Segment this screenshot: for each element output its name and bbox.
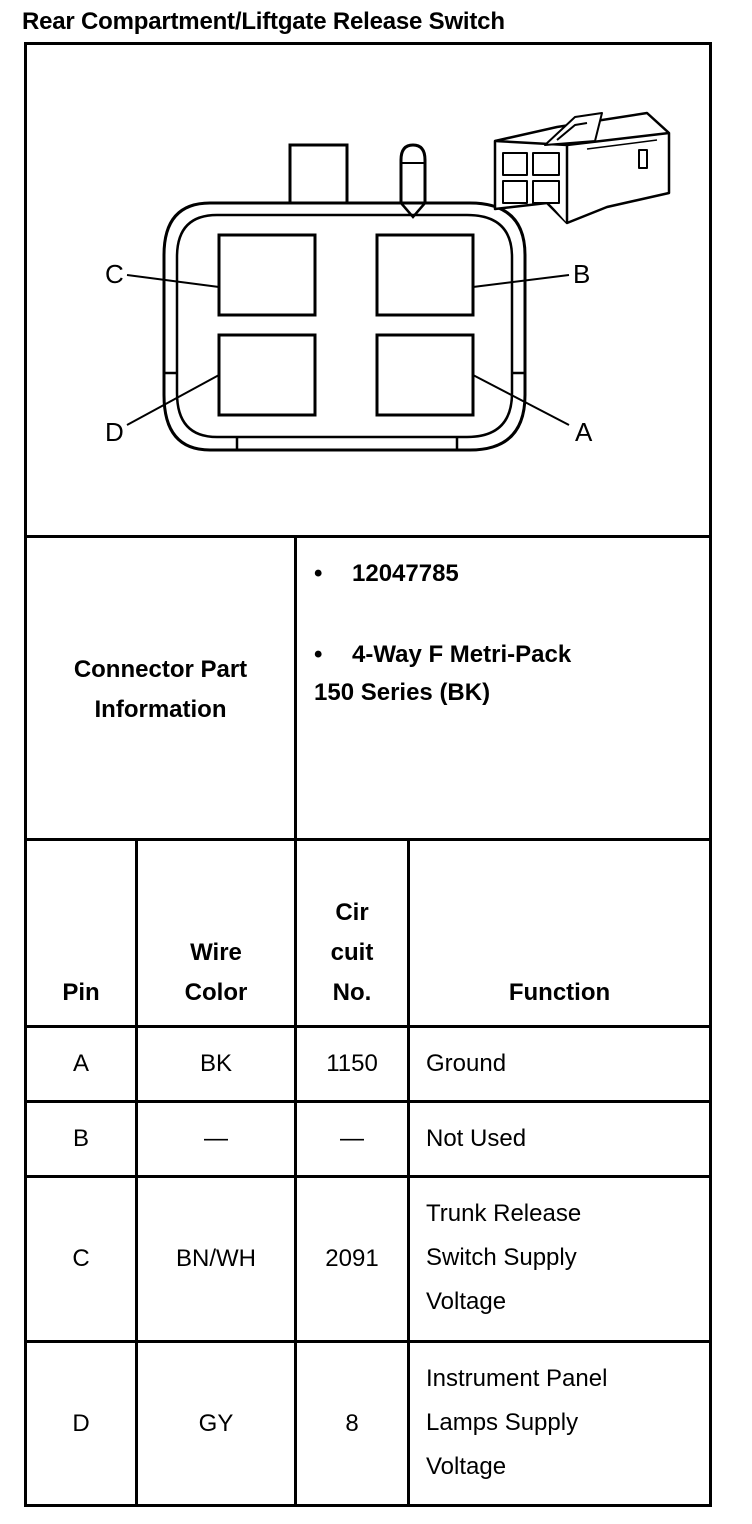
divider-partinfo-bottom [24, 838, 712, 841]
header-circuit-no: Cir cuit No. [330, 899, 374, 1006]
cavity-b [377, 235, 473, 315]
row-c-wire: BN/WH [176, 1245, 256, 1272]
row-a-wire: BK [199, 1050, 232, 1077]
part-number: 12047785 [352, 560, 459, 587]
pin-label-d: D [105, 417, 124, 447]
row-a-pin: A [72, 1050, 89, 1077]
row-b-function: Not Used [426, 1125, 527, 1152]
divider-diagram-bottom [24, 535, 712, 538]
cavity-c [219, 235, 315, 315]
row-c-pin: C [72, 1245, 90, 1272]
row-a-circuit: 1150 [326, 1050, 378, 1077]
page-title: Rear Compartment/Liftgate Release Switch [22, 8, 505, 35]
header-wire-color: Wire Color [184, 939, 248, 1006]
part-info-label: Connector Part Information [73, 656, 248, 723]
connector-type: 4-Way F Metri-Pack [352, 641, 572, 668]
row-d-wire: GY [198, 1410, 234, 1437]
col-divider-3 [407, 838, 410, 1507]
cavity-d [219, 335, 315, 415]
row-c-circuit: 2091 [325, 1245, 379, 1272]
connector-3d-icon [495, 113, 669, 223]
row-d-pin: D [72, 1410, 90, 1437]
row-b-wire: — [204, 1125, 228, 1152]
connector-series: 150 Series (BK) [314, 679, 491, 706]
cavity-a [377, 335, 473, 415]
row-c-function: Trunk Release Switch Supply Voltage [426, 1200, 582, 1315]
row-d-circuit: 8 [345, 1410, 359, 1437]
pin-label-c: C [105, 259, 124, 289]
header-pin: Pin [62, 979, 100, 1006]
connector-type-bullet: • 4-Way F Metri-Pack 150 Series (BK) [314, 636, 571, 712]
row-a-function: Ground [426, 1050, 507, 1077]
header-function: Function [508, 979, 611, 1006]
divider-partinfo-middle [294, 535, 297, 840]
part-number-bullet: • 12047785 [314, 560, 459, 587]
connector-face-diagram [27, 45, 709, 535]
pin-label-a: A [575, 417, 593, 447]
row-b-circuit: — [340, 1125, 364, 1152]
row-b-pin: B [72, 1125, 89, 1152]
pin-label-b: B [573, 259, 591, 289]
row-d-function: Instrument Panel Lamps Supply Voltage [426, 1365, 608, 1480]
